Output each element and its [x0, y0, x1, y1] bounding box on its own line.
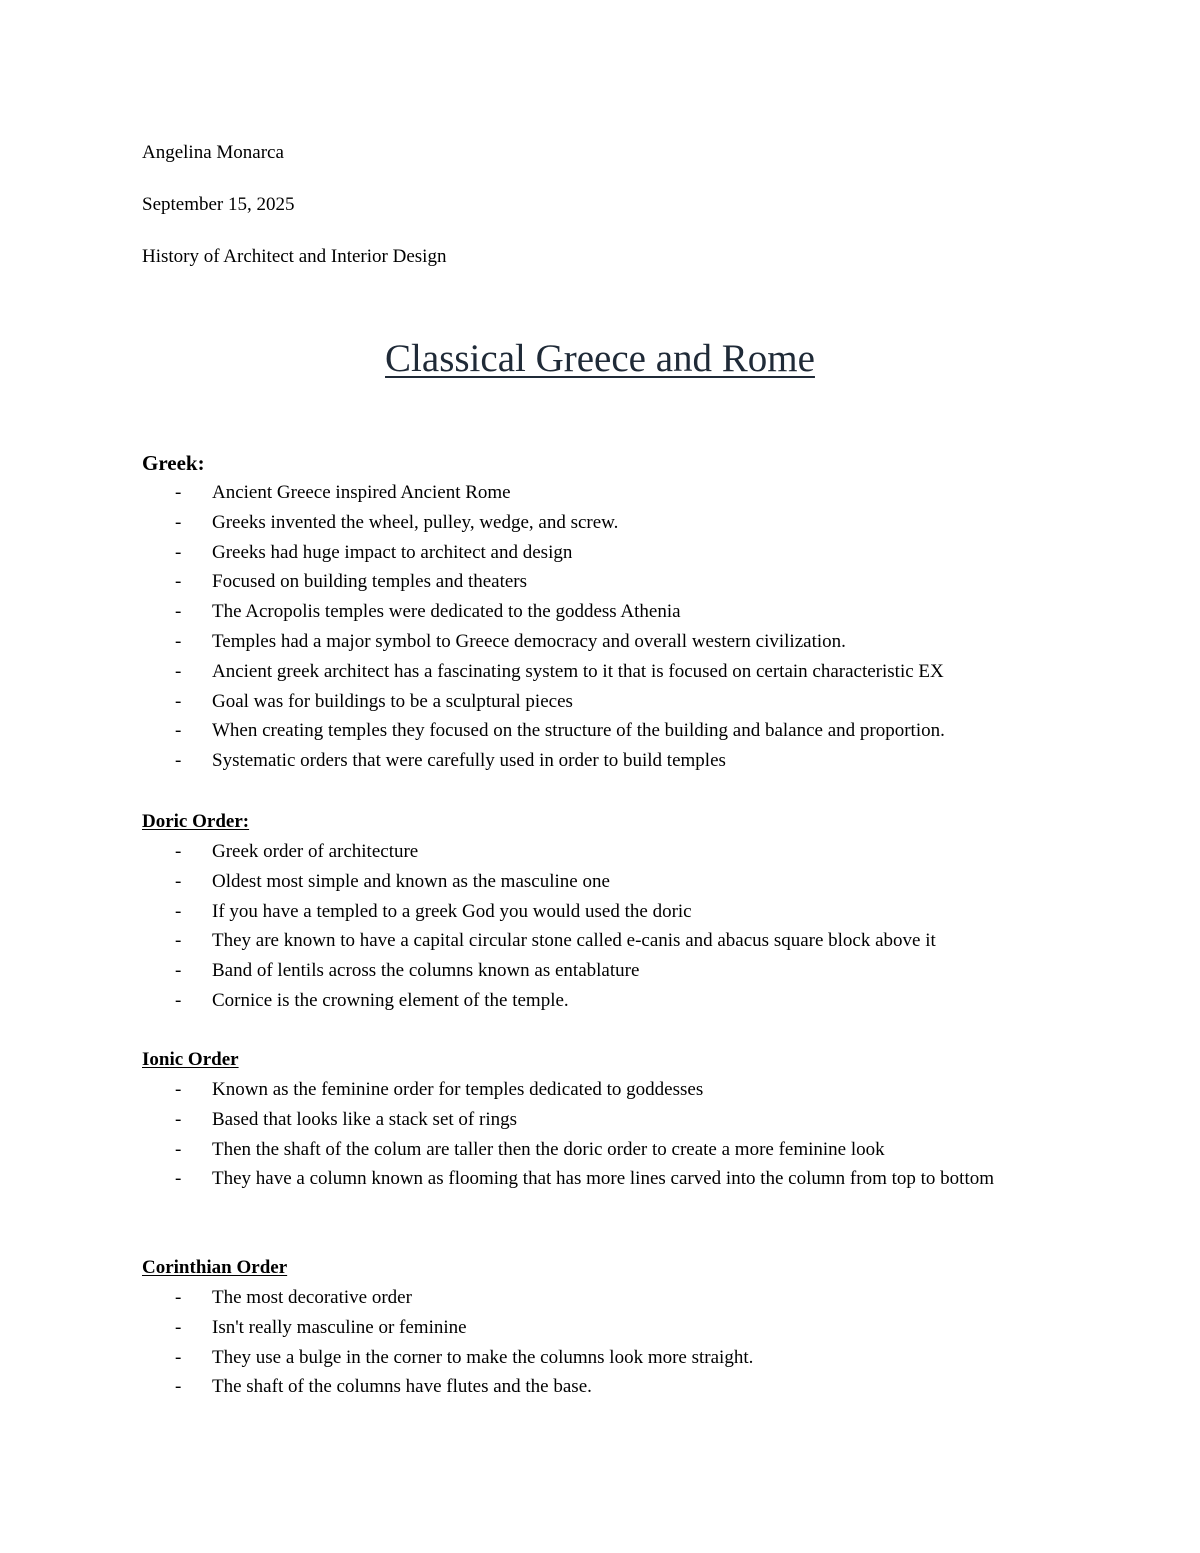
list-item: - Temples had a major symbol to Greece democracy and overall western civilization. [142, 627, 1062, 657]
list-item: - If you have a templed to a greek God you would used the doric [142, 897, 1062, 927]
document-title [0, 336, 1200, 382]
section-heading-corinthian: Corinthian Order [142, 1257, 288, 1278]
dash-bullet: - [175, 1376, 182, 1398]
list-item: - Ancient greek architect has a fascinating system to it that is focused on certain characteristic EX [142, 657, 1062, 687]
list-item: - Isn't really masculine or feminine [142, 1313, 1062, 1343]
bullet-list-doric [142, 837, 1062, 1016]
dash-bullet: - [175, 989, 182, 1011]
list-item: - When creating temples they focused on the structure of the building and balance and proportion. [142, 716, 1062, 746]
list-item: - They have a column known as flooming that has more lines carved into the column from top to bottom [142, 1164, 1062, 1194]
list-item: - Cornice is the crowning element of the temple. [142, 986, 1062, 1016]
dash-bullet: - [175, 1168, 182, 1190]
dash-bullet: - [175, 1316, 182, 1338]
list-item: - Known as the feminine order for temples dedicated to goddesses [142, 1075, 1062, 1105]
dash-bullet: - [175, 1346, 182, 1368]
list-item: - Greeks had huge impact to architect and design [142, 538, 1062, 568]
section-corinthian-order [142, 1253, 1062, 1402]
dash-bullet: - [175, 482, 182, 503]
list-item: - Focused on building temples and theaters [142, 567, 1062, 597]
dash-bullet: - [175, 541, 182, 563]
section-greek [142, 448, 1062, 776]
dash-bullet: - [175, 960, 182, 982]
dash-bullet: - [175, 900, 182, 922]
dash-bullet: - [175, 841, 182, 862]
list-item: - The most decorative order [142, 1283, 1062, 1313]
dash-bullet: - [175, 1079, 182, 1100]
section-ionic-order [142, 1045, 1062, 1194]
dash-bullet: - [175, 930, 182, 952]
dash-bullet: - [175, 571, 182, 593]
list-item: - Goal was for buildings to be a sculptural pieces [142, 687, 1062, 717]
author-name: Angelina Monarca [142, 142, 284, 163]
list-item: - Greek order of architecture [142, 837, 1062, 867]
dash-bullet: - [175, 1287, 182, 1308]
section-heading-greek: Greek: [142, 451, 205, 475]
dash-bullet: - [175, 511, 182, 533]
bullet-list-ionic [142, 1075, 1062, 1194]
dash-bullet: - [175, 870, 182, 892]
list-item: - Oldest most simple and known as the masculine one [142, 867, 1062, 897]
dash-bullet: - [175, 630, 182, 652]
dash-bullet: - [175, 690, 182, 712]
list-item: - Based that looks like a stack set of rings [142, 1105, 1062, 1135]
list-item: - Band of lentils across the columns known as entablature [142, 956, 1062, 986]
list-item: - Systematic orders that were carefully used in order to build temples [142, 746, 1062, 776]
list-item: - The shaft of the columns have flutes and the base. [142, 1372, 1062, 1402]
dash-bullet: - [175, 720, 182, 742]
document-date: September 15, 2025 [142, 194, 295, 215]
dash-bullet: - [175, 601, 182, 623]
bullet-list-corinthian [142, 1283, 1062, 1402]
list-item: - They use a bulge in the corner to make the columns look more straight. [142, 1343, 1062, 1373]
list-item: - Then the shaft of the colum are taller then the doric order to create a more feminine look [142, 1135, 1062, 1165]
document-title-text: Classical Greece and Rome [385, 337, 815, 380]
section-heading-doric: Doric Order: [142, 811, 250, 832]
list-item: - Ancient Greece inspired Ancient Rome [142, 478, 1062, 508]
dash-bullet: - [175, 1138, 182, 1160]
dash-bullet: - [175, 1108, 182, 1130]
section-doric-order [142, 807, 1062, 1016]
list-item: - The Acropolis temples were dedicated to the goddess Athenia [142, 597, 1062, 627]
course-name: History of Architect and Interior Design [142, 246, 447, 267]
bullet-list-greek [142, 478, 1062, 776]
dash-bullet: - [175, 750, 182, 772]
section-heading-ionic: Ionic Order [142, 1049, 239, 1070]
list-item: - They are known to have a capital circular stone called e-canis and abacus square block above it [142, 926, 1062, 956]
dash-bullet: - [175, 660, 182, 682]
list-item: - Greeks invented the wheel, pulley, wedge, and screw. [142, 508, 1062, 538]
